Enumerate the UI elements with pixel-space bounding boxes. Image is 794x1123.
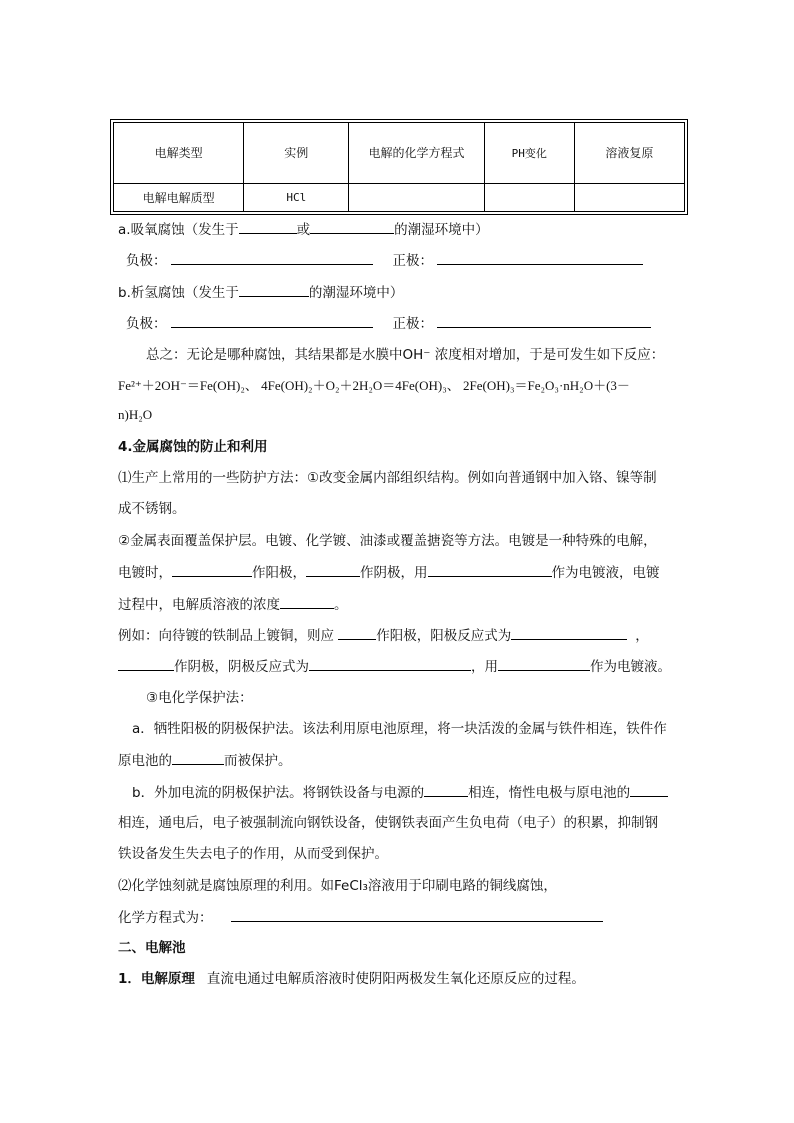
table-header-cell: 实例 [244,123,349,184]
item-label: 1．电解原理 [118,971,195,987]
impressed-current-line [132,782,668,803]
text: 作阳极， [252,565,306,581]
text: 作为电镀液。 [590,659,671,675]
electrolysis-table [110,119,688,215]
text: 作阳极，阳极反应式为 [376,628,512,644]
text: 。 [334,597,348,613]
table-header-cell: 溶液复原 [574,123,684,184]
text: 过程中，电解质溶液的浓度 [118,597,280,613]
electroplating-line [118,562,660,583]
fill-blank [338,625,376,640]
summary-line: 总之：无论是哪种腐蚀，其结果都是水膜中OH⁻ 浓度相对增加，于是可发生如下反应： [146,347,665,363]
text: ，用 [471,659,498,675]
section-2-heading: 二、电解池 [118,940,186,956]
text: 电镀时， [118,565,172,581]
text: 原电池的 [118,753,172,769]
electroplating-line-2 [118,594,348,615]
text: b.析氢腐蚀（发生于 [118,285,239,301]
oxygen-electrodes-line [126,250,643,271]
fill-blank [428,562,552,577]
fill-blank [171,313,373,328]
text: 作为电镀液，电镀 [551,565,660,581]
fill-blank [630,782,668,797]
reaction-equations-continued: n)H₂O [118,407,153,422]
positive-electrode-label: 正极： [392,253,433,269]
paragraph: 铁设备发生失去电子的作用，从而受到保护。 [118,846,388,862]
fill-blank [309,656,471,671]
fill-blank [280,594,334,609]
negative-electrode-label: 负极： [126,316,167,332]
fill-blank [498,656,590,671]
text: 例如：向待镀的铁制品上镀铜，则应 [118,628,339,644]
fill-blank [231,907,603,922]
paragraph: ②金属表面覆盖保护层。电镀、化学镀、油漆或覆盖搪瓷等方法。电镀是一种特殊的电解， [118,533,657,549]
fill-blank [437,250,643,265]
table-cell [349,183,484,211]
positive-electrode-label: 正极： [392,316,433,332]
text: 的潮湿环境中） [308,285,404,301]
negative-electrode-label: 负极： [126,253,167,269]
fill-blank [239,282,309,297]
fill-blank [437,313,651,328]
example-line-2 [118,656,671,677]
table-cell: 电解电解质型 [114,183,244,211]
fill-blank [239,219,297,234]
paragraph: a．牺牲阳极的阴极保护法。该法利用原电池原理，将一块活泼的金属与铁件相连，铁件作 [132,721,667,737]
table-cell: HCl [244,183,349,211]
hydrogen-electrodes-line [126,313,651,334]
reaction-equations: Fe²⁺＋2OH⁻＝Fe(OH)₂、 4Fe(OH)₂＋O₂＋2H₂O＝4Fe(OH)₃、 2Fe(OH)₃＝Fe₂O₃·nH₂O＋(3－ [118,378,630,393]
oxygen-corrosion-line [118,219,489,240]
table-header-cell: 电解的化学方程式 [349,123,484,184]
table-row [114,183,685,211]
text: 直流电通过电解质溶液时使阴阳两极发生氧化还原反应的过程。 [206,971,585,987]
paragraph: ③电化学保护法： [146,690,253,706]
text: 作阴极，用 [360,565,428,581]
paragraph: ⑵化学蚀刻就是腐蚀原理的利用。如FeCl₃溶液用于印刷电路的铜线腐蚀， [118,878,557,894]
text: 的潮湿环境中） [394,222,489,238]
text: b．外加电流的阴极保护法。将钢铁设备与电源的 [132,785,425,801]
fill-blank [424,782,468,797]
paragraph: 相连，通电后，电子被强制流向钢铁设备，使钢铁表面产生负电荷（电子）的积累，抑制钢 [118,815,658,831]
section-4-heading: 4.金属腐蚀的防止和利用 [118,439,268,455]
fill-blank [171,250,373,265]
example-line-1 [118,625,649,646]
fill-blank [306,562,360,577]
paragraph: 成不锈钢。 [118,501,186,517]
table-header-cell: PH变化 [484,123,574,184]
fill-blank [310,219,394,234]
fill-blank [172,750,224,765]
text: 作阴极，阴极反应式为 [174,659,309,675]
electrolysis-principle-line [118,969,585,989]
text: 或 [296,222,311,238]
paragraph: ⑴生产上常用的一些防护方法：①改变金属内部组织结构。例如向普通钢中加入铬、镍等制 [118,470,657,486]
text: 相连，惰性电极与原电池的 [468,785,631,801]
text: ， [635,628,649,644]
chemical-equation-line [118,907,603,928]
text: 而被保护。 [224,753,292,769]
table-cell [574,183,684,211]
fill-blank [118,656,174,671]
text: a.吸氧腐蚀（发生于 [118,222,239,238]
text: 化学方程式为： [118,910,213,926]
fill-blank [172,562,252,577]
table-cell [484,183,574,211]
table-header-cell: 电解类型 [114,123,244,184]
fill-blank [511,625,627,640]
hydrogen-corrosion-line [118,282,403,303]
sacrificial-anode-line [118,750,292,771]
table-header-row [114,123,685,184]
